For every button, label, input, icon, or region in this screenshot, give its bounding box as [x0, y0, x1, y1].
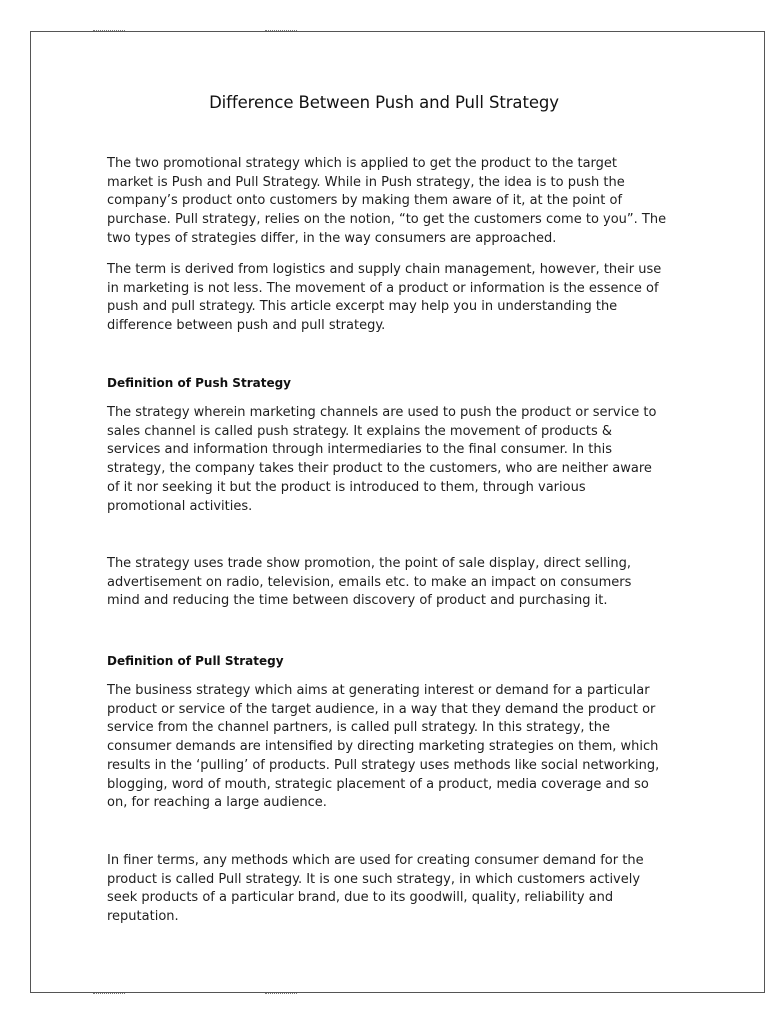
pull-paragraph-2	[107, 852, 667, 927]
push-strategy-heading: Definition of Push Strategy	[107, 376, 291, 390]
bottom-edge-mark-left	[93, 993, 125, 994]
push-paragraph-2	[107, 555, 667, 611]
pull-text-1: The business strategy which aims at generating interest or demand for a particular product or service of the target audience, in a way that they demand the product or service from the channel partners, is called pull strategy. In this strategy, the consumer demands are intensified by directing marketing strategies on them, which results in the ‘pulling’ of products. Pull strategy uses methods like social networking, blogging, word of mouth, strategic placement of a product, media coverage and so on, for reaching a large audience.	[107, 683, 660, 811]
push-paragraph-1	[107, 404, 667, 516]
pull-text-2: In finer terms, any methods which are used for creating consumer demand for the product is called Pull strategy. It is one such strategy, in which customers actively seek products of a particular brand, due to its goodwill, quality, reliability and reputation.	[107, 853, 644, 925]
intro-text-1: The two promotional strategy which is applied to get the product to the target market is Push and Pull Strategy. While in Push strategy, the idea is to push the company’s product onto customers by making them aware of it, at the point of purchase. Pull strategy, relies on the notion, “to get the customers come to you”. The two types of strategies differ, in the way consumers are approached.	[107, 156, 667, 246]
push-text-2: The strategy uses trade show promotion, the point of sale display, direct selling, advertisement on radio, television, emails etc. to make an impact on consumers mind and reducing the time between discovery of product and purchasing it.	[107, 556, 632, 609]
pull-paragraph-1	[107, 682, 667, 813]
top-edge-mark-right	[265, 30, 297, 31]
push-text-1: The strategy wherein marketing channels are used to push the product or service to sales channel is called push strategy. It explains the movement of products & services and information through intermediaries to the final consumer. In this strategy, the company takes their product to the customers, who are neither aware of it nor seeking it but the product is introduced to them, through various promotional activities.	[107, 405, 657, 514]
push-heading-block	[107, 374, 667, 392]
intro-text-2: The term is derived from logistics and supply chain management, however, their use in marketing is not less. The movement of a product or information is the essence of push and pull strategy. This article excerpt may help you in understanding the difference between push and pull strategy.	[107, 262, 662, 334]
intro-paragraph-2	[107, 261, 667, 336]
top-edge-mark-left	[93, 30, 125, 31]
intro-paragraph-1	[107, 155, 667, 249]
document-title: Difference Between Push and Pull Strategy	[209, 93, 559, 112]
bottom-edge-mark-right	[265, 993, 297, 994]
pull-heading-block	[107, 652, 667, 670]
pull-strategy-heading: Definition of Pull Strategy	[107, 654, 284, 668]
